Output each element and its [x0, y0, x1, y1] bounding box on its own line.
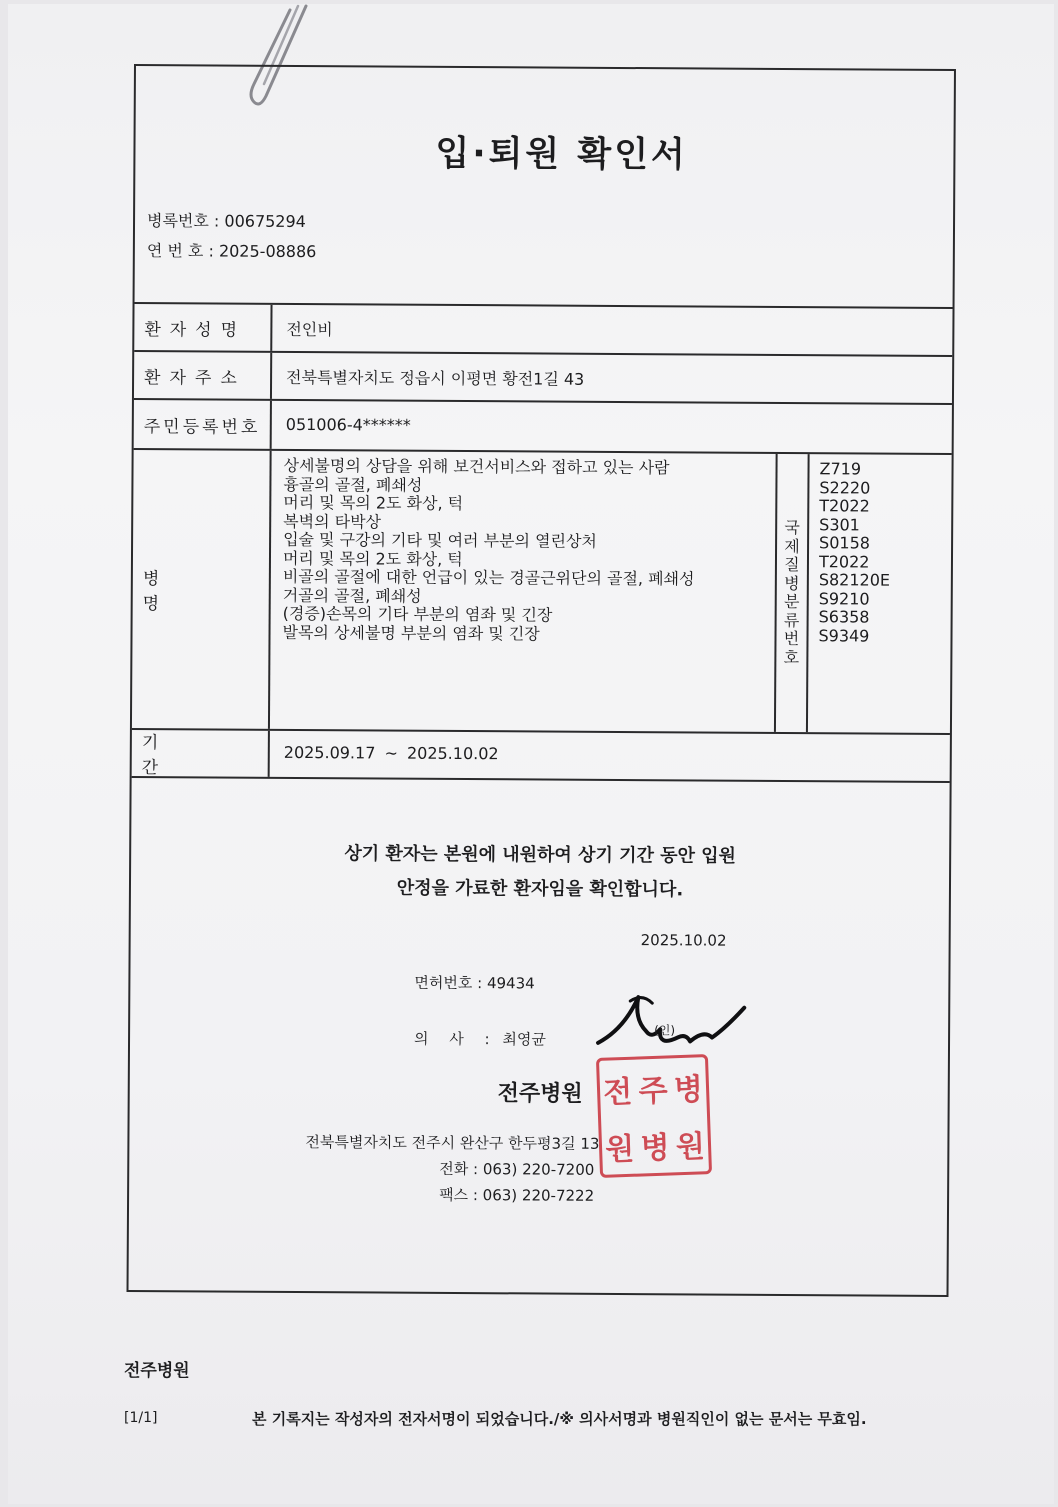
patient-name-row	[134, 304, 952, 357]
record-number-label: 병록번호 :	[146, 211, 220, 231]
icd-code: T2022	[819, 496, 870, 516]
diagnosis-item: 머리 및 목의 2도 화상, 턱	[283, 492, 464, 514]
statement-line-1: 상기 환자는 본원에 내원하여 상기 기간 동안 입원	[344, 843, 737, 867]
hospital-address: 전북특별자치도 전주시 완산구 한두평3길 13	[305, 1133, 600, 1153]
icd-code: S9349	[818, 625, 870, 646]
icd-code: S0158	[819, 533, 871, 553]
license-label: 면허번호 :	[414, 973, 483, 993]
patient-name-label: 환자성명	[134, 304, 272, 351]
icd-label-char: 병	[784, 573, 800, 593]
diagnosis-item: 머리 및 목의 2도 화상, 턱	[282, 548, 463, 569]
diagnosis-item: 거골의 골절, 폐쇄성	[282, 585, 422, 606]
seal-char: 원	[604, 1131, 635, 1168]
diagnosis-item: 비골의 골절에 대한 언급이 있는 경골근위단의 골절, 폐쇄성	[282, 566, 695, 589]
icd-label-char: 제	[784, 536, 800, 556]
period-label: 기 간	[132, 730, 270, 777]
diagnosis-item: 복벽의 타박상	[283, 511, 382, 532]
icd-code-label	[774, 454, 810, 732]
icd-label-char: 분	[783, 591, 800, 612]
statement-line-2: 안정을 가료한 환자임을 확인합니다.	[396, 877, 684, 901]
icd-code: S9210	[818, 588, 870, 609]
icd-code: S6358	[818, 607, 870, 627]
icd-label-char: 번	[783, 628, 800, 649]
icd-code: S2220	[819, 477, 871, 498]
footer-notice: 본 기록지는 작성자의 전자서명이 되었습니다./※ 의사서명과 병원직인이 없는 문서는 무효임.	[252, 1410, 867, 1428]
period-start: 2025.09.17	[283, 742, 376, 763]
patient-address-label: 환자주소	[134, 352, 272, 399]
serial-number-line	[147, 238, 317, 262]
icd-label-char: 국	[784, 517, 800, 538]
doctor-name: 최영균	[502, 1030, 546, 1049]
serial-number-label: 연 번 호 :	[146, 241, 214, 261]
record-number: 00675294	[224, 211, 306, 232]
icd-code-list	[818, 460, 890, 645]
icd-code: S301	[819, 514, 860, 534]
diagnosis-item: 상세불명의 상담을 위해 보건서비스와 접하고 있는 사람	[283, 455, 670, 478]
seal-char: 주	[638, 1073, 669, 1110]
form-header	[135, 66, 954, 309]
icd-code: Z719	[819, 459, 862, 479]
period-end: 2025.10.02	[406, 743, 499, 764]
seal-char: 병	[673, 1071, 704, 1108]
seal-char: 전	[602, 1074, 633, 1111]
seal-char: 병	[640, 1129, 671, 1166]
record-number-line	[147, 208, 306, 232]
patient-name: 전인비	[286, 319, 333, 340]
diagnosis-item: 입술 및 구강의 기타 및 여러 부분의 열린상처	[283, 529, 597, 551]
patient-rrn: 051006-4******	[285, 414, 411, 435]
diagnosis-row	[132, 450, 952, 735]
diagnosis-item: 발목의 상세불명 부분의 염좌 및 긴장	[282, 622, 540, 643]
icd-label-char: 호	[783, 647, 800, 667]
hospital-phone	[439, 1158, 594, 1180]
icd-label-char: 류	[783, 610, 800, 630]
document-title: 입·퇴원 확인서	[435, 133, 688, 176]
diagnosis-item: (경증)손목의 기타 부분의 염좌 및 긴장	[282, 603, 553, 625]
hospital-seal	[596, 1054, 712, 1178]
patient-rrn-label: 주민등록번호	[134, 400, 272, 449]
seal-mark: (인)	[654, 1023, 676, 1038]
icd-label-char: 질	[784, 554, 800, 575]
patient-address: 전북특별자치도 정읍시 이평면 황전1길 43	[286, 367, 585, 389]
fax-number: 063) 220-7222	[482, 1186, 595, 1205]
diagnosis-list	[282, 457, 695, 645]
period-separator: ~	[384, 743, 398, 763]
icd-code: T2022	[818, 551, 870, 572]
paper-sheet	[8, 4, 1054, 1504]
period-value	[284, 743, 499, 763]
phone-number: 063) 220-7200	[482, 1160, 595, 1179]
page-indicator: [1/1]	[124, 1410, 158, 1426]
license-line	[414, 972, 534, 994]
serial-number: 2025-08886	[218, 241, 317, 262]
hospital-name: 전주병원	[497, 1081, 583, 1107]
issue-date: 2025.10.02	[640, 931, 727, 950]
doctor-line	[414, 1028, 546, 1050]
footer-hospital: 전주병원	[124, 1361, 190, 1381]
period-row	[132, 730, 950, 783]
confirmation-form	[126, 64, 955, 1297]
phone-label: 전화 :	[439, 1159, 479, 1179]
icd-code: S82120E	[818, 570, 891, 590]
patient-rrn-row	[134, 400, 952, 455]
seal-char: 원	[675, 1128, 706, 1165]
license-number: 49434	[486, 974, 535, 993]
diagnosis-item: 흉골의 골절, 폐쇄성	[283, 474, 423, 495]
diagnosis-label: 병 명	[132, 450, 272, 729]
patient-address-row	[134, 352, 952, 405]
doctor-label: 의 사 :	[413, 1029, 498, 1049]
hospital-fax	[439, 1184, 594, 1206]
fax-label: 팩스 :	[439, 1185, 478, 1205]
